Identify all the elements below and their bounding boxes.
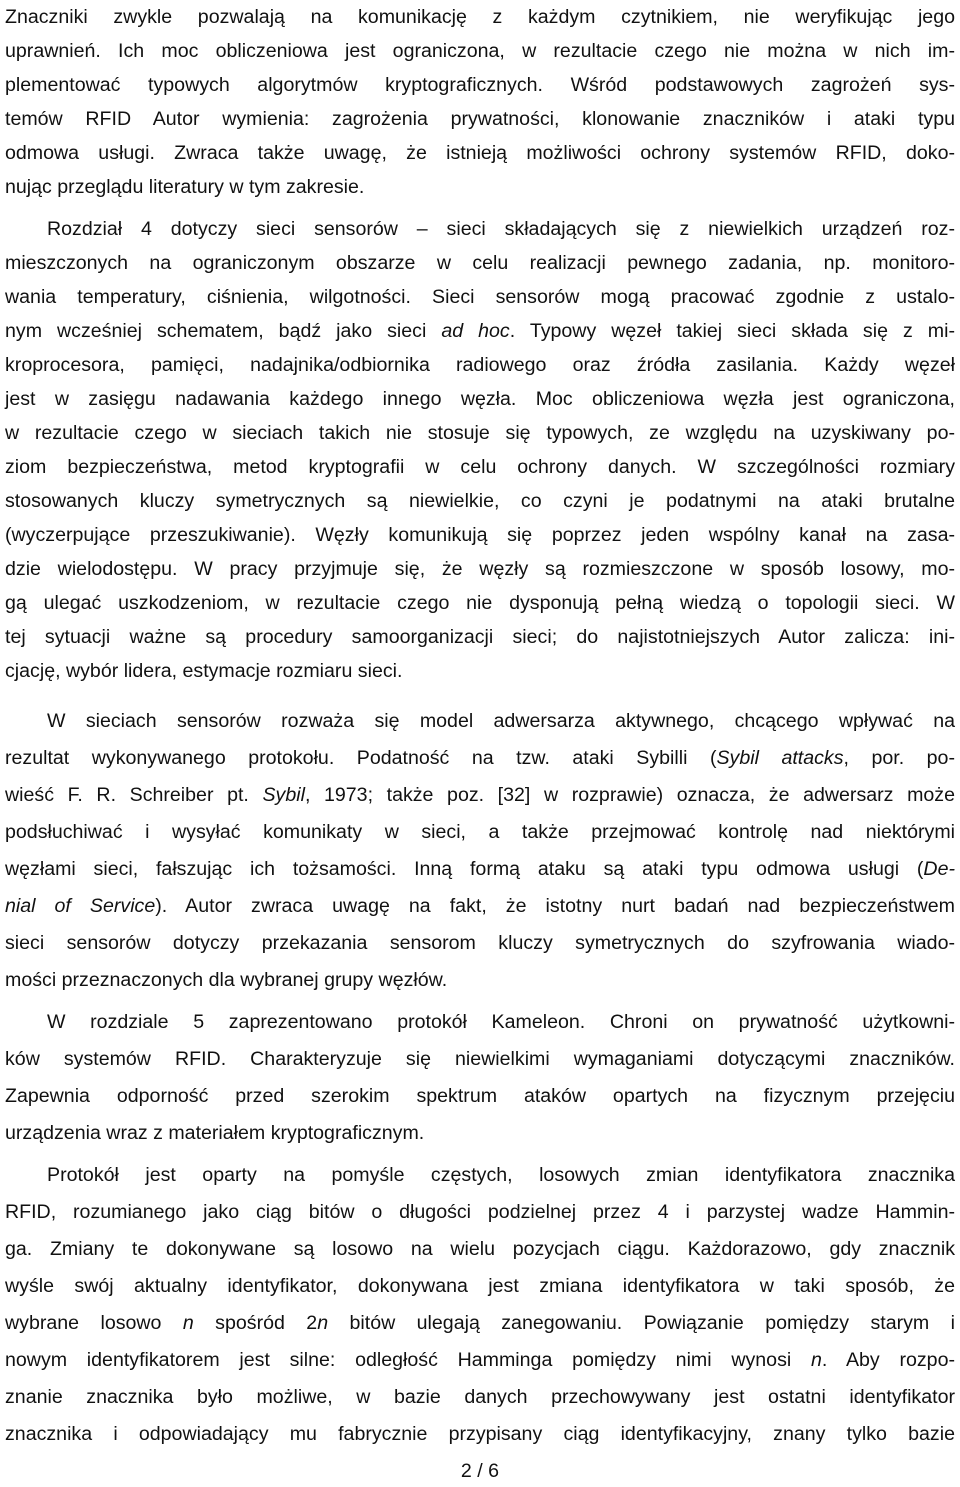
text-line: jest w zasięgu nadawania każdego innego węzła. Moc obliczeniowa węzła jest ograniczona, — [5, 388, 955, 410]
text-line: uprawnień. Ich moc obliczeniowa jest ograniczona, w rezultacie czego nie można w nich im- — [5, 40, 955, 62]
text-line: mieszczonych na ograniczonym obszarze w celu realizacji pewnego zadania, np. monitoro- — [5, 252, 955, 274]
text-line: RFID, rozumianego jako ciąg bitów o długości podzielnej przez 4 i parzystej wadze Hammin- — [5, 1201, 955, 1223]
italic-term: Sybil — [262, 784, 305, 806]
text-line: ga. Zmiany te dokonywane są losowo na wielu pozycjach ciągu. Każdorazowo, gdy znacznik — [5, 1238, 955, 1260]
page-number: 2 / 6 — [460, 1460, 500, 1482]
italic-variable: n — [182, 1312, 194, 1334]
text-line: wyśle swój aktualny identyfikator, dokonywana jest zmiana identyfikatora w taki sposób, że — [5, 1275, 955, 1297]
italic-variable: n — [810, 1349, 822, 1371]
text-line: Zapewnia odporność przed szerokim spektrum ataków opartych na fizycznym przejęciu — [5, 1085, 955, 1107]
text-line: (wyczerpujące przeszukiwanie). Węzły komunikują się poprzez jeden wspólny kanał na zasa- — [5, 524, 955, 546]
text-line: ków systemów RFID. Charakteryzuje się niewielkimi wymaganiami dotyczącymi znaczników. — [5, 1048, 955, 1070]
text-line: wieść F. R. Schreiber pt. Sybil, 1973; także poz. [32] w rozprawie) oznacza, że adwersarz może — [5, 784, 955, 806]
italic-variable: n — [317, 1312, 329, 1334]
text-line: mości przeznaczonych dla wybranej grupy węzłów. — [5, 969, 448, 991]
text-line: odmowa usługi. Zwraca także uwagę, że istnieją możliwości ochrony systemów RFID, doko- — [5, 142, 955, 164]
text-line: nial of Service). Autor zwraca uwagę na fakt, że istotny nurt badań nad bezpieczeństwem — [5, 895, 955, 917]
text-line: węzłami sieci, fałszując ich tożsamości. Inną formą ataku są ataki typu odmowa usługi (De- — [5, 858, 955, 880]
text-line: W sieciach sensorów rozważa się model adwersarza aktywnego, chcącego wpływać na — [47, 710, 955, 732]
italic-term: De- — [923, 858, 955, 880]
text-line: podsłuchiwać i wysyłać komunikaty w sieci, a także przejmować kontrolę nad niektórymi — [5, 821, 955, 843]
text-line: cjację, wybór lidera, estymacje rozmiaru sieci. — [5, 660, 403, 682]
text-line: znanie znacznika było możliwe, w bazie danych przechowywany jest ostatni identyfikator — [5, 1386, 955, 1408]
text-line: gą ulegać uszkodzeniom, w rezultacie czego nie dysponują pełną wiedzą o topologii sieci. W — [5, 592, 955, 614]
text-line: Znaczniki zwykle pozwalają na komunikację z każdym czytnikiem, nie weryfikując jego — [5, 6, 955, 28]
text-line: nym wcześniej schematem, bądź jako sieci ad hoc. Typowy węzeł takiej sieci składa się z mi- — [5, 320, 955, 342]
text-line: temów RFID Autor wymienia: zagrożenia prywatności, klonowanie znaczników i ataki typu — [5, 108, 955, 130]
italic-term: ad hoc — [441, 320, 510, 342]
text-line: wybrane losowo n spośród 2n bitów ulegają zanegowaniu. Powiązanie pomiędzy starym i — [5, 1312, 955, 1334]
text-line: w rezultacie czego w sieciach takich nie stosuje się typowych, ze względu na uzyskiwany po- — [5, 422, 955, 444]
text-line: tej sytuacji ważne są procedury samoorganizacji sieci; do najistotniejszych Autor zalicza: ini- — [5, 626, 955, 648]
text-line: plementować typowych algorytmów kryptograficznych. Wśród podstawowych zagrożeń sys- — [5, 74, 955, 96]
text-line: dzie wielodostępu. W pracy przyjmuje się, że węzły są rozmieszczone w sposób losowy, mo- — [5, 558, 955, 580]
text-line: wania temperatury, ciśnienia, wilgotności. Sieci sensorów mogą pracować zgodnie z ustalo- — [5, 286, 955, 308]
italic-term: nial of Service — [5, 895, 156, 917]
text-line: stosowanych kluczy symetrycznych są niewielkie, co czyni je podatnymi na ataki brutalne — [5, 490, 955, 512]
italic-term: Sybil attacks — [716, 747, 844, 769]
text-line: nując przeglądu literatury w tym zakresie. — [5, 176, 365, 198]
text-line: kroprocesora, pamięci, nadajnika/odbiornika radiowego oraz źródła zasilania. Każdy węzeł — [5, 354, 955, 376]
text-line: ziom bezpieczeństwa, metod kryptografii w celu ochrony danych. W szczególności rozmiary — [5, 456, 955, 478]
text-line: rezultat wykonywanego protokołu. Podatność na tzw. ataki Sybilli (Sybil attacks, por. po- — [5, 747, 955, 769]
text-line: Protokół jest oparty na pomyśle częstych, losowych zmian identyfikatora znacznika — [47, 1164, 955, 1186]
text-line: znacznika i odpowiadający mu fabrycznie przypisany ciąg identyfikacyjny, znany tylko bazie — [5, 1423, 955, 1445]
text-line: urządzenia wraz z materiałem kryptograficznym. — [5, 1122, 425, 1144]
text-line: nowym identyfikatorem jest silne: odległość Hamminga pomiędzy nimi wynosi n. Aby rozpo- — [5, 1349, 955, 1371]
text-line: W rozdziale 5 zaprezentowano protokół Kameleon. Chroni on prywatność użytkowni- — [47, 1011, 955, 1033]
text-line: sieci sensorów dotyczy przekazania sensorom kluczy symetrycznych do szyfrowania wiado- — [5, 932, 955, 954]
text-line: Rozdział 4 dotyczy sieci sensorów – sieci składających się z niewielkich urządzeń roz- — [47, 218, 955, 240]
